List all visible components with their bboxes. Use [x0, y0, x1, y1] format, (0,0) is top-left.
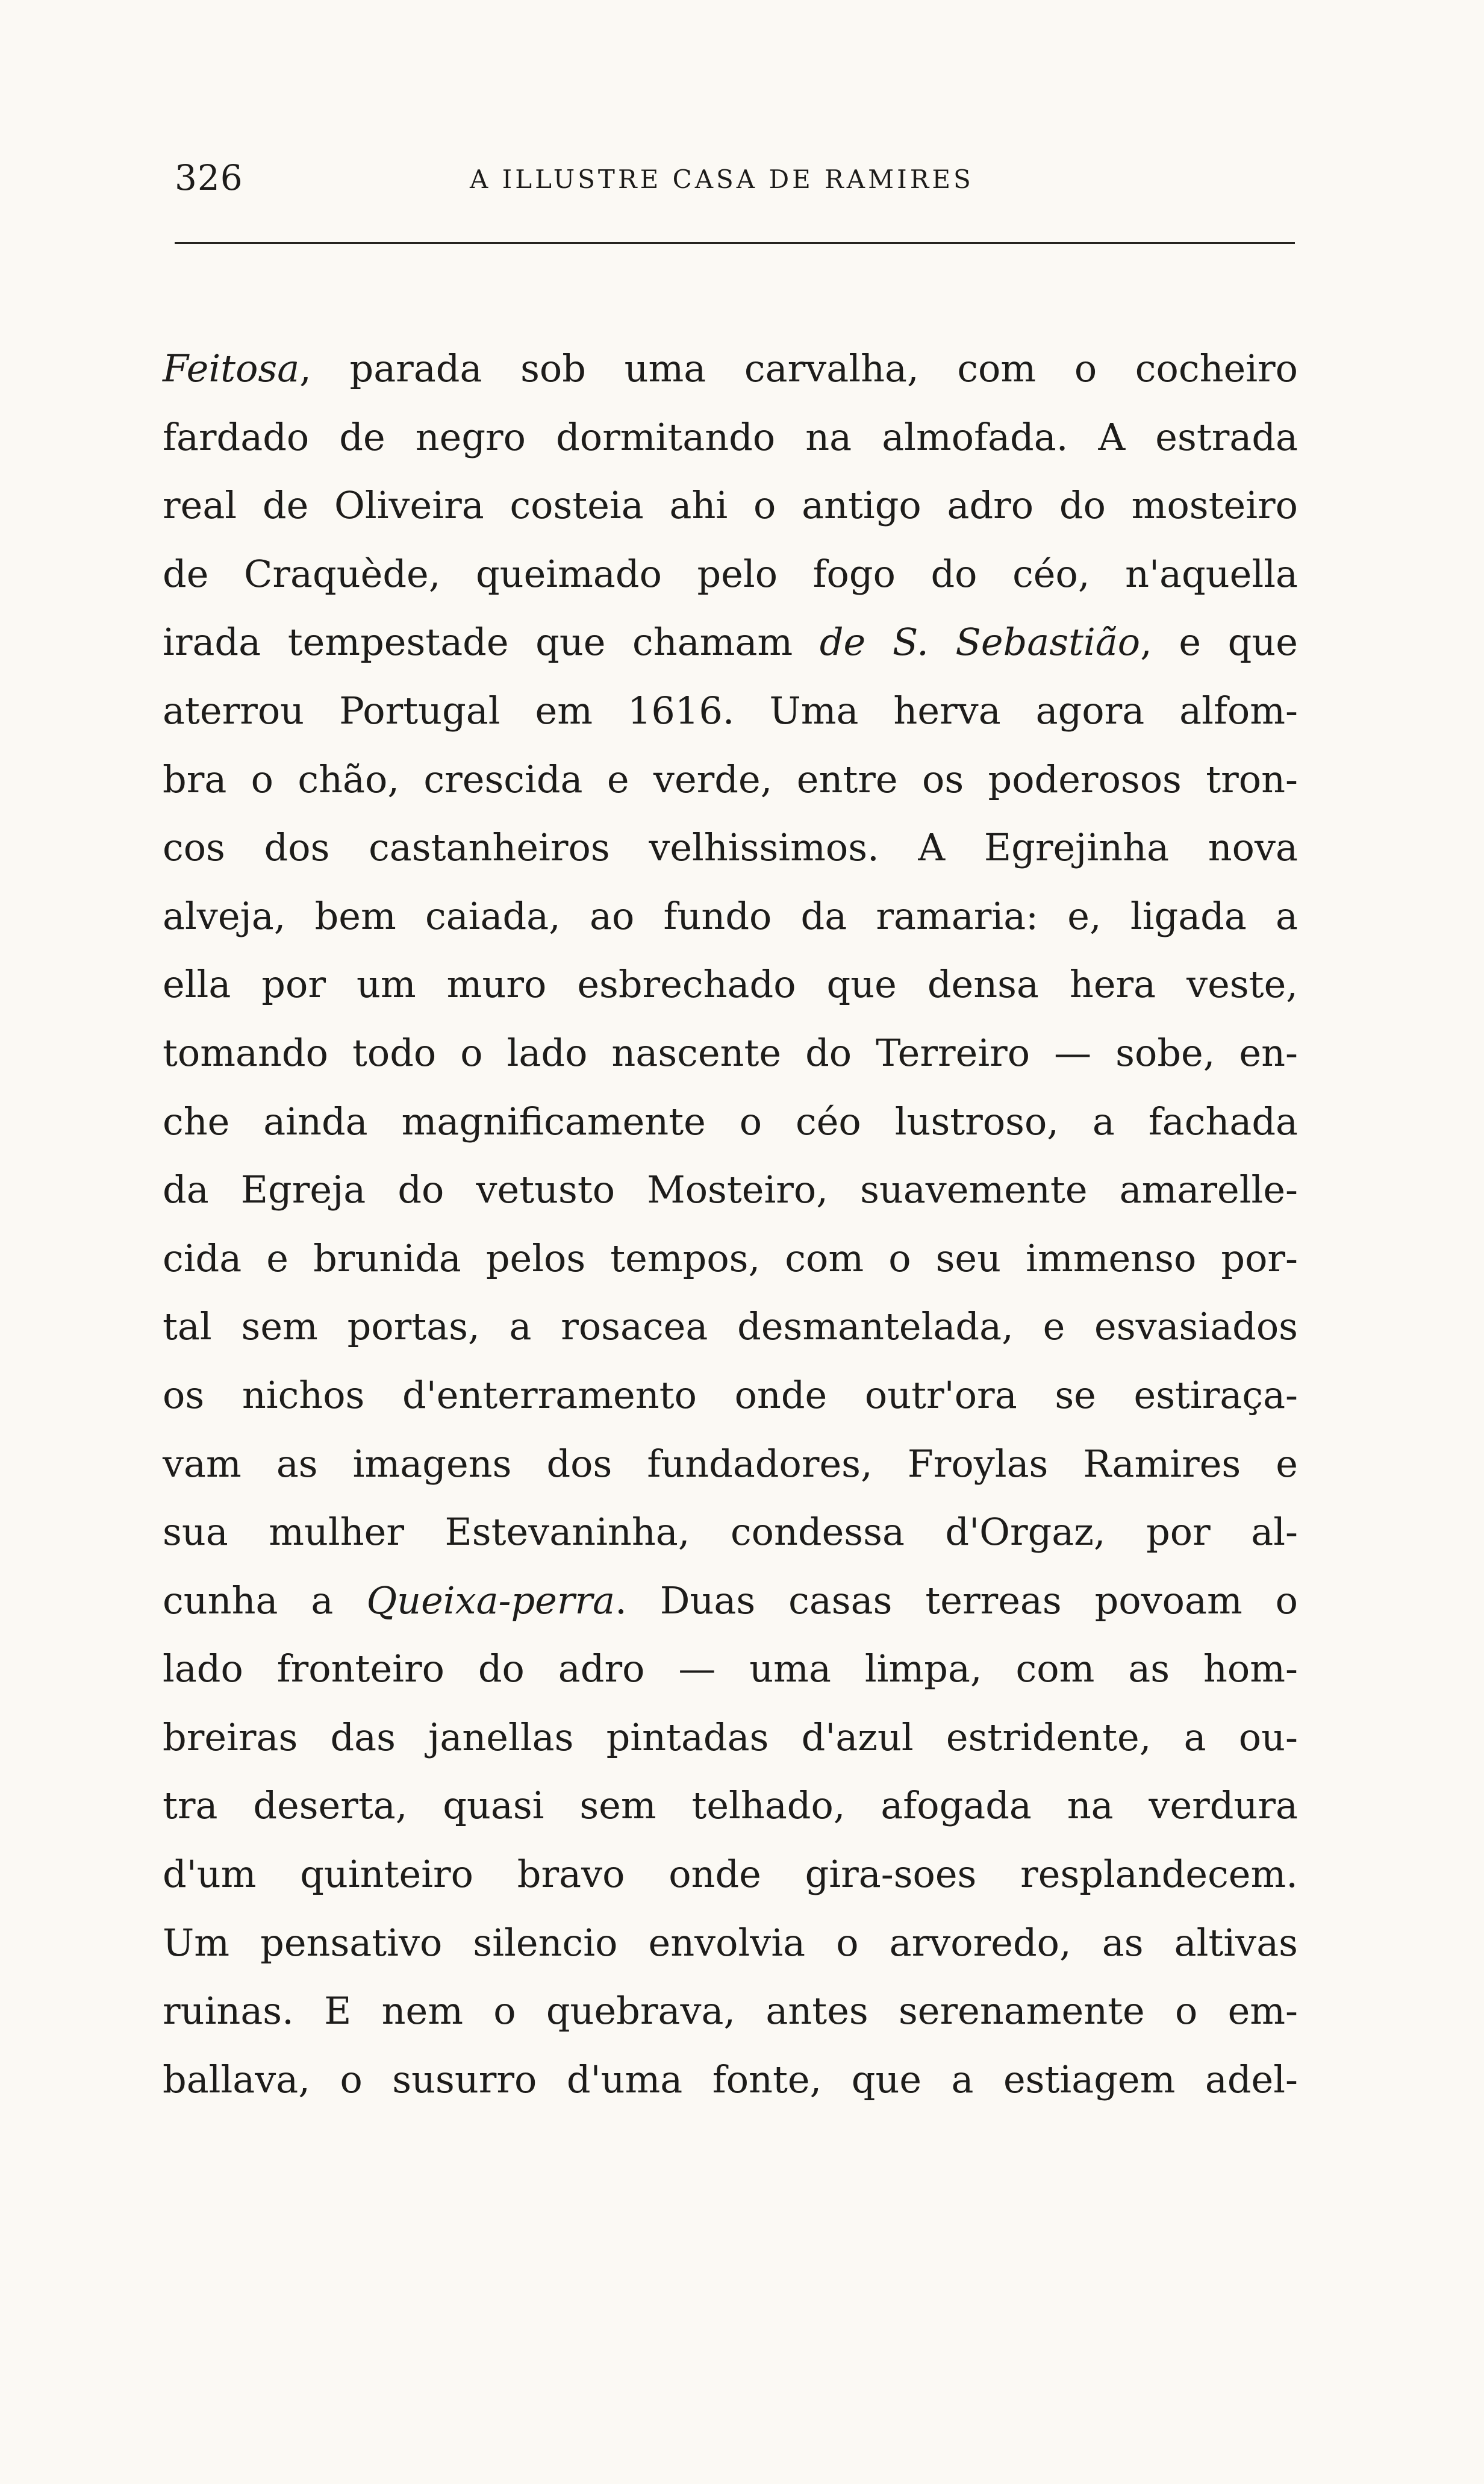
body-text [163, 334, 1298, 2113]
running-head [175, 154, 1295, 202]
text-line [163, 882, 1298, 951]
text-line-content: cos dos castanheiros velhissimos. A Egrejinha nova [163, 825, 1298, 870]
text-line-content: alveja, bem caiada, ao fundo da ramaria: e, ligada a [163, 893, 1298, 938]
text-line-content: aterrou Portugal em 1616. Uma herva agora alfom- [163, 688, 1298, 733]
text-line-content: ella por um muro esbrechado que densa hera veste, [163, 962, 1298, 1007]
text-line-content: che ainda magnificamente o céo lustroso, a fachada [163, 1099, 1298, 1143]
italic-phrase: Queixa-perra [366, 1578, 616, 1622]
text-line [163, 1224, 1298, 1293]
text-line-content: breiras das janellas pintadas d'azul estridente, a ou- [163, 1715, 1298, 1759]
text-line-content: ruinas. E nem o quebrava, antes serenamente o em- [163, 1989, 1298, 2033]
text-line [163, 1361, 1298, 1430]
text-line-content: tra deserta, quasi sem telhado, afogada na verdura [163, 1783, 1298, 1828]
text-line-content: lado fronteiro do adro — uma limpa, com as hom- [163, 1647, 1298, 1691]
text-line-content: , parada sob uma carvalha, com o cocheiro [299, 346, 1298, 390]
text-line [163, 1635, 1298, 1703]
text-line-content: fardado de negro dormitando na almofada. A estrada [163, 415, 1298, 459]
text-line-lead: cunha a [163, 1578, 367, 1622]
text-line-lead: irada tempestade que chamam [163, 620, 820, 665]
page-number: 326 [175, 157, 243, 198]
text-line-content: real de Oliveira costeia ahi o antigo adro do mosteiro [163, 483, 1298, 528]
text-line [163, 2045, 1298, 2114]
text-line-content: tal sem portas, a rosacea desmantelada, e esvasiados [163, 1304, 1298, 1349]
text-line-content: , e que [1140, 620, 1298, 665]
text-line [163, 1840, 1298, 1909]
text-line-content: bra o chão, crescida e verde, entre os poderosos tron- [163, 757, 1298, 801]
text-line [163, 1292, 1298, 1361]
text-line [163, 1430, 1298, 1498]
text-line [163, 1019, 1298, 1087]
text-line-content: da Egreja do vetusto Mosteiro, suavemente amarelle- [163, 1168, 1298, 1212]
text-line [163, 677, 1298, 745]
text-line [163, 1087, 1298, 1156]
text-line [163, 608, 1298, 677]
header-rule [175, 242, 1295, 244]
text-line-content: Um pensativo silencio envolvia o arvoredo, as altivas [163, 1920, 1298, 1965]
text-line [163, 1498, 1298, 1566]
italic-phrase: Feitosa [163, 346, 300, 390]
text-line [163, 1566, 1298, 1635]
text-line [163, 745, 1298, 814]
text-line [163, 813, 1298, 882]
text-line-content: sua mulher Estevaninha, condessa d'Orgaz, por al- [163, 1510, 1298, 1554]
text-line [163, 540, 1298, 608]
text-line [163, 1909, 1298, 1977]
italic-phrase: de S. Sebastião [819, 620, 1141, 665]
text-line-content: vam as imagens dos fundadores, Froylas Ramires e [163, 1441, 1298, 1486]
text-line-content: . Duas casas terreas povoam o [615, 1578, 1298, 1622]
text-line [163, 1156, 1298, 1224]
text-line-content: cida e brunida pelos tempos, com o seu immenso por- [163, 1236, 1298, 1280]
text-line-content: os nichos d'enterramento onde outr'ora se estiraça- [163, 1372, 1298, 1417]
text-line-content: ballava, o susurro d'uma fonte, que a estiagem adel- [163, 2057, 1298, 2101]
text-line [163, 1771, 1298, 1840]
text-line [163, 1703, 1298, 1772]
text-line [163, 1977, 1298, 2045]
text-line [163, 334, 1298, 403]
text-line-content: d'um quinteiro bravo onde gira-soes resplandecem. [163, 1852, 1298, 1897]
running-title: A ILLUSTRE CASA DE RAMIRES [470, 164, 974, 194]
text-line [163, 950, 1298, 1019]
text-line [163, 403, 1298, 472]
text-line-content: de Craquède, queimado pelo fogo do céo, n'aquella [163, 551, 1298, 596]
text-line-content: tomando todo o lado nascente do Terreiro — sobe, en- [163, 1030, 1298, 1075]
text-line [163, 471, 1298, 540]
